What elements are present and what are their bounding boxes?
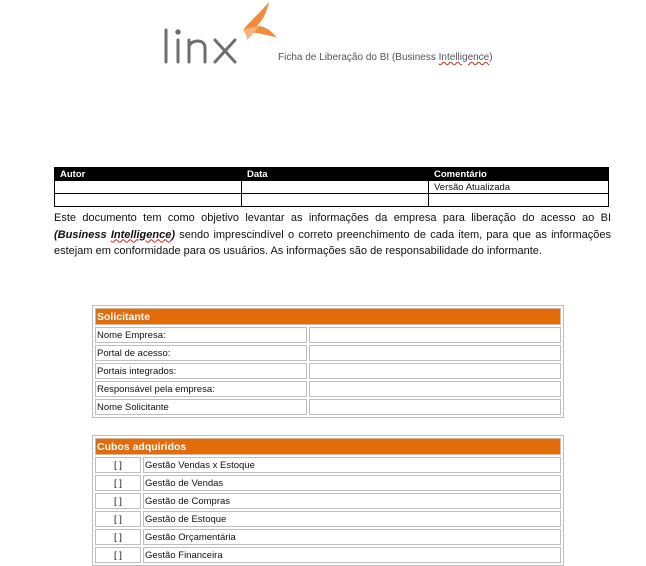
- table-row: [95, 363, 561, 379]
- cubo-label: Gestão de Compras: [143, 493, 561, 509]
- intro-paragraph: Este documento tem como objetivo levantar as informações da empresa para liberação do acesso ao BI (Business Intelligence) sendo imprescindível o correto preenchimento de cada item, para que as informações estejam em conformidade para os usuários. As informações são de responsabilidade do informante.: [54, 212, 611, 257]
- table-cell[interactable]: Versão Atualizada: [429, 181, 609, 194]
- table-row: [95, 399, 561, 415]
- table-row: [95, 457, 561, 473]
- column-autor: Autor: [55, 168, 242, 181]
- field-value[interactable]: [309, 327, 561, 343]
- table-cell[interactable]: [429, 194, 609, 207]
- linx-logo: [163, 26, 283, 70]
- column-data: Data: [242, 168, 429, 181]
- cubo-label: Gestão Financeira: [143, 547, 561, 563]
- cubos-table: [92, 435, 564, 566]
- table-cell[interactable]: [55, 181, 242, 194]
- table-cell[interactable]: [242, 194, 429, 207]
- cubo-checkbox[interactable]: [ ]: [95, 457, 141, 473]
- cubo-checkbox[interactable]: [ ]: [95, 475, 141, 491]
- cubos-header: Cubos adquiridos: [95, 438, 561, 455]
- field-label: Portal de acesso:: [95, 345, 307, 361]
- table-row: [95, 345, 561, 361]
- table-row: [95, 511, 561, 527]
- field-label: Nome Solicitante: [95, 399, 307, 415]
- solicitante-header: Solicitante: [95, 308, 561, 325]
- linx-wordmark-icon: [163, 26, 241, 66]
- cubo-label: Gestão Orçamentária: [143, 529, 561, 545]
- cubo-label: Gestão Vendas x Estoque: [143, 457, 561, 473]
- cubo-checkbox[interactable]: [ ]: [95, 511, 141, 527]
- cubo-checkbox[interactable]: [ ]: [95, 547, 141, 563]
- column-comentario: Comentário: [429, 168, 609, 181]
- solicitante-table: [92, 305, 564, 418]
- field-label: Portais integrados:: [95, 363, 307, 379]
- table-cell[interactable]: [55, 194, 242, 207]
- linx-logo-text: [163, 26, 241, 73]
- table-row: [95, 327, 561, 343]
- table-row: [55, 194, 609, 207]
- table-row: [95, 529, 561, 545]
- table-row: [95, 547, 561, 563]
- cubo-checkbox[interactable]: [ ]: [95, 529, 141, 545]
- authors-table: [54, 167, 609, 207]
- field-value[interactable]: [309, 381, 561, 397]
- cubo-label: Gestão de Estoque: [143, 511, 561, 527]
- table-row: [95, 475, 561, 491]
- authors-header-row: [55, 168, 609, 181]
- field-value[interactable]: [309, 399, 561, 415]
- field-value[interactable]: [309, 363, 561, 379]
- table-row: [95, 493, 561, 509]
- table-row: [95, 381, 561, 397]
- cubo-checkbox[interactable]: [ ]: [95, 493, 141, 509]
- field-value[interactable]: [309, 345, 561, 361]
- table-cell[interactable]: [242, 181, 429, 194]
- table-row: [55, 181, 609, 194]
- cubo-label: Gestão de Vendas: [143, 475, 561, 491]
- field-label: Nome Empresa:: [95, 327, 307, 343]
- field-label: Responsável pela empresa:: [95, 381, 307, 397]
- document-title: Ficha de Liberação do BI (Business Intelligence): [278, 52, 493, 63]
